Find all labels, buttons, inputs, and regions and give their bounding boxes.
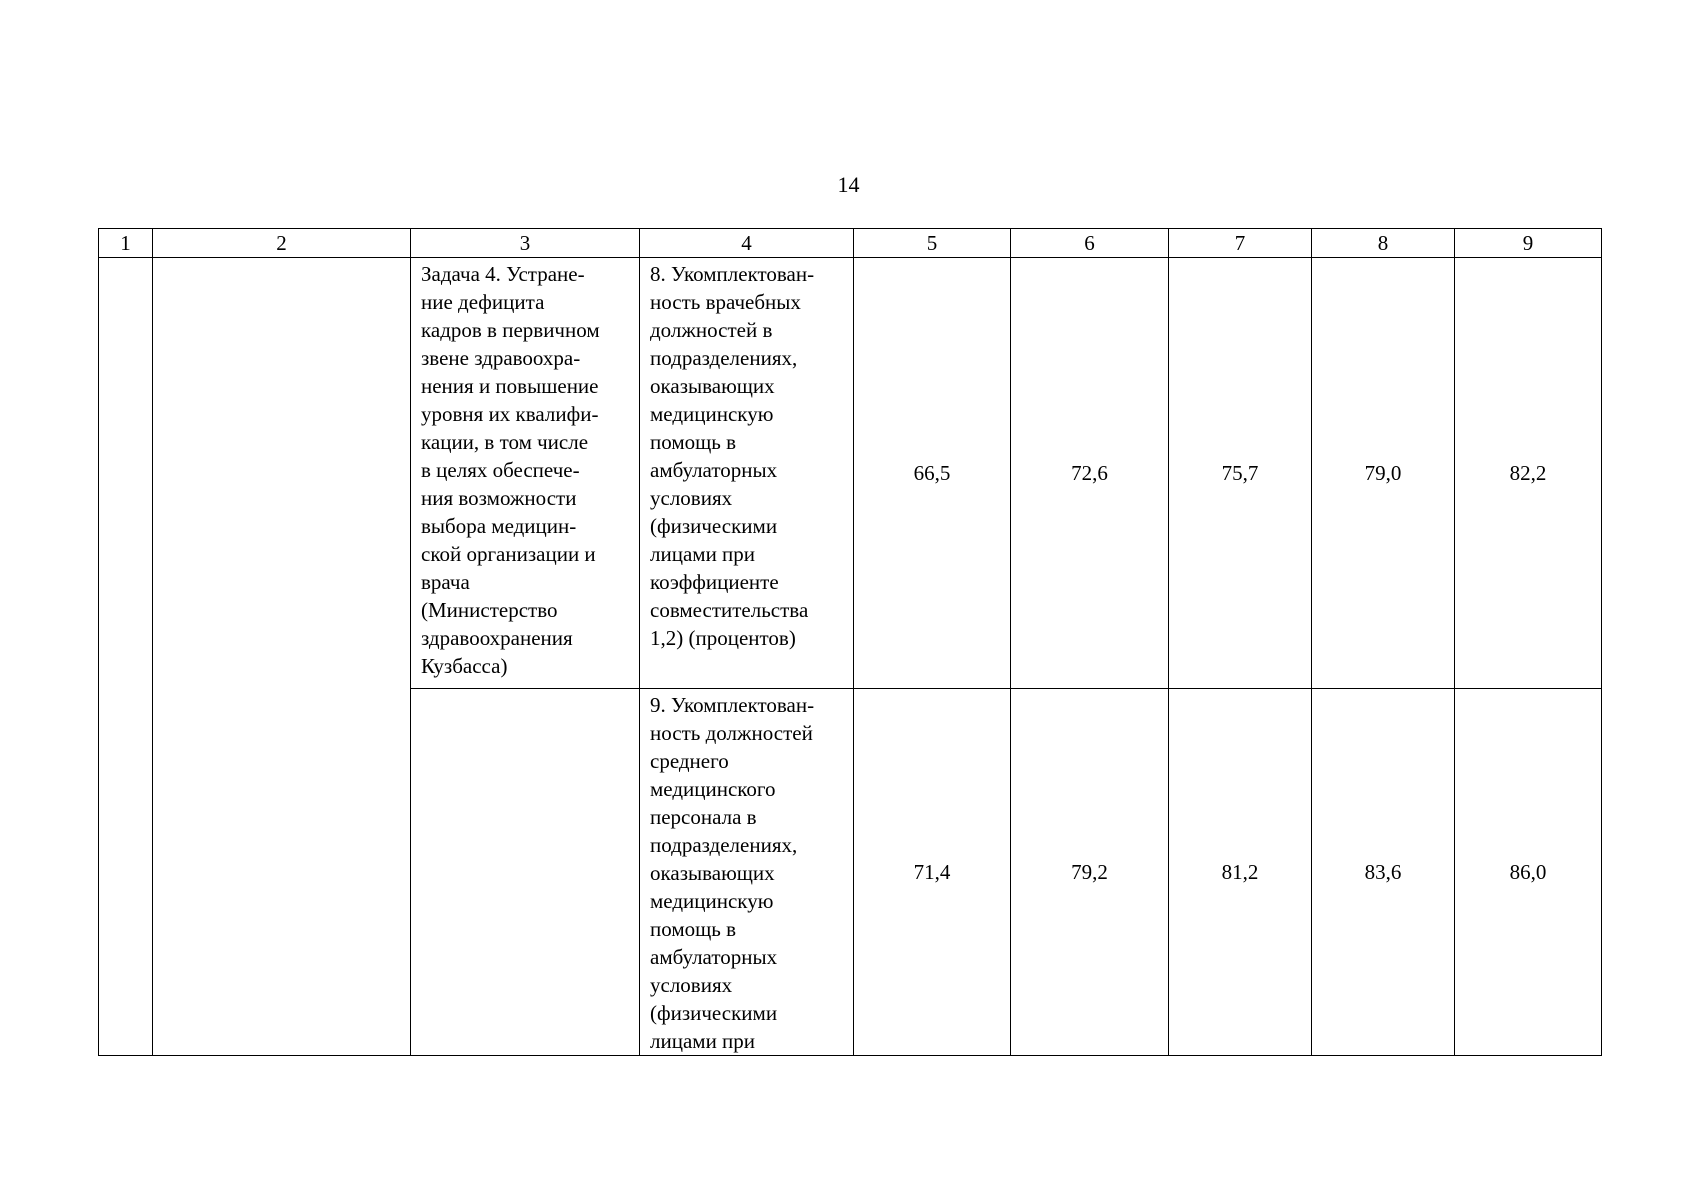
column-header: 5: [854, 229, 1011, 258]
task-cell: [411, 689, 640, 1056]
indicator-cell: 8. Укомплектован- ность врачебных должностей в подразделениях, оказывающих медицинскую помощь в амбулаторных условиях (физическими лицами при коэффициенте совместительства 1,2) (процентов): [640, 258, 854, 689]
value-cell: 82,2: [1455, 258, 1602, 689]
task-cell: Задача 4. Устране- ние дефицита кадров в первичном звене здравоохра- нения и повышение уровня их квалифи- кации, в том числе в целях обеспече- ния возможности выбора медицин- ской организации и врача (Министерство здравоохранения Кузбасса): [411, 258, 640, 689]
value-cell: 86,0: [1455, 689, 1602, 1056]
value-cell: 66,5: [854, 258, 1011, 689]
column-header: 7: [1169, 229, 1312, 258]
column-header: 9: [1455, 229, 1602, 258]
value-cell: 79,2: [1011, 689, 1169, 1056]
column-header: 4: [640, 229, 854, 258]
column-header: 1: [99, 229, 153, 258]
column-header: 3: [411, 229, 640, 258]
value-cell: 72,6: [1011, 258, 1169, 689]
column-header: 8: [1312, 229, 1455, 258]
column-header: 6: [1011, 229, 1169, 258]
value-cell: 75,7: [1169, 258, 1312, 689]
value-cell: 71,4: [854, 689, 1011, 1056]
value-cell: 83,6: [1312, 689, 1455, 1056]
header-row: [99, 229, 1602, 258]
value-cell: 81,2: [1169, 689, 1312, 1056]
indicator-table: [98, 228, 1602, 1056]
value-cell: 79,0: [1312, 258, 1455, 689]
cell-col2-empty: [153, 258, 411, 1056]
page-number: 14: [837, 172, 860, 197]
indicator-cell: 9. Укомплектован- ность должностей среднего медицинского персонала в подразделениях, оказывающих медицинскую помощь в амбулаторных условиях (физическими лицами при: [640, 689, 854, 1056]
cell-col1-empty: [99, 258, 153, 1056]
column-header: 2: [153, 229, 411, 258]
table-row: [99, 258, 1602, 689]
